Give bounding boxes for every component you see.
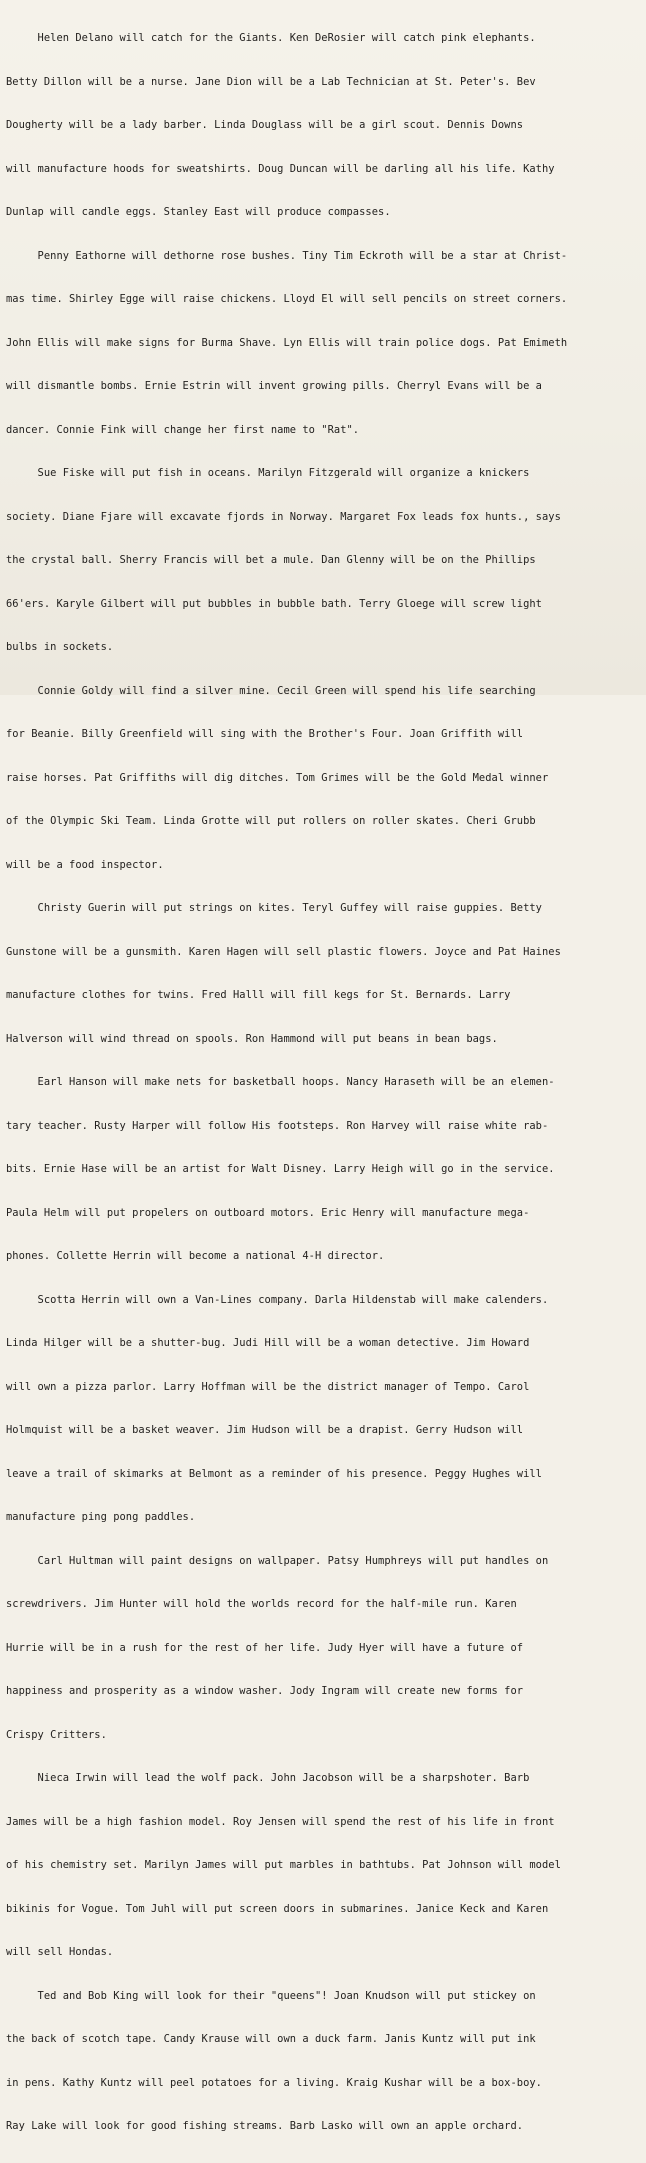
text-line: Gunstone will be a gunsmith. Karen Hagen will sell plastic flowers. Joyce and Pat Haines: [6, 945, 561, 958]
text-line: dancer. Connie Fink will change her first name to "Rat".: [6, 423, 360, 436]
text-line: raise horses. Pat Griffiths will dig ditches. Tom Grimes will be the Gold Medal winner: [6, 771, 549, 784]
text-line: tary teacher. Rusty Harper will follow His footsteps. Ron Harvey will raise white rab-: [6, 1119, 549, 1132]
text-line: Halverson will wind thread on spools. Ron Hammond will put beans in bean bags.: [6, 1032, 498, 1045]
text-line: Linda Hilger will be a shutter-bug. Judi Hill will be a woman detective. Jim Howard: [6, 1337, 530, 1349]
text-line: mas time. Shirley Egge will raise chickens. Lloyd El will sell pencils on street corners.: [6, 293, 568, 305]
text-line: Nieca Irwin will lead the wolf pack. John Jacobson will be a sharpshoter. Barb: [6, 1772, 530, 1784]
text-line: Hurrie will be in a rush for the rest of her life. Judy Hyer will have a future of: [6, 1641, 524, 1654]
text-line: in pens. Kathy Kuntz will peel potatoes for a living. Kraig Kushar will be a box-boy.: [6, 2076, 542, 2089]
text-line: leave a trail of skimarks at Belmont as a reminder of his presence. Peggy Hughes will: [6, 1467, 542, 1480]
text-line: Penny Eathorne will dethorne rose bushes. Tiny Tim Eckroth will be a star at Christ-: [6, 249, 568, 262]
text-line: bikinis for Vogue. Tom Juhl will put screen doors in submarines. Janice Keck and Karen: [6, 1902, 549, 1915]
text-line: manufacture ping pong paddles.: [6, 1511, 196, 1523]
text-line: the back of scotch tape. Candy Krause will own a duck farm. Janis Kuntz will put ink: [6, 2033, 536, 2045]
text-line: bits. Ernie Hase will be an artist for Walt Disney. Larry Heigh will go in the service.: [6, 1163, 555, 1175]
text-line: Dougherty will be a lady barber. Linda Douglass will be a girl scout. Dennis Downs: [6, 119, 524, 131]
text-line: Helen Delano will catch for the Giants. Ken DeRosier will catch pink elephants.: [6, 32, 536, 44]
text-line: Ted and Bob King will look for their "queens"! Joan Knudson will put stickey on: [6, 1989, 536, 2002]
text-line: happiness and prosperity as a window washer. Jody Ingram will create new forms for: [6, 1685, 524, 1697]
text-line: society. Diane Fjare will excavate fjords in Norway. Margaret Fox leads fox hunts., says: [6, 510, 561, 523]
text-line: of the Olympic Ski Team. Linda Grotte will put rollers on roller skates. Cheri Grubb: [6, 815, 536, 827]
text-line: will dismantle bombs. Ernie Estrin will invent growing pills. Cherryl Evans will be a: [6, 380, 542, 392]
text-line: screwdrivers. Jim Hunter will hold the worlds record for the half-mile run. Karen: [6, 1598, 517, 1610]
text-line: Betty Dillon will be a nurse. Jane Dion will be a Lab Technician at St. Peter's. Bev: [6, 75, 536, 88]
text-line: bulbs in sockets.: [6, 641, 114, 653]
text-line: Scotta Herrin will own a Van-Lines company. Darla Hildenstab will make calenders.: [6, 1293, 549, 1306]
text-line: for Beanie. Billy Greenfield will sing with the Brother's Four. Joan Griffith will: [6, 728, 524, 740]
text-line: Earl Hanson will make nets for basketball hoops. Nancy Haraseth will be an elemen-: [6, 1076, 555, 1088]
text-line: Crispy Critters.: [6, 1728, 107, 1741]
text-line: will sell Hondas.: [6, 1946, 114, 1958]
text-line: James will be a high fashion model. Roy Jensen will spend the rest of his life in front: [6, 1815, 555, 1828]
text-line: Holmquist will be a basket weaver. Jim Hudson will be a drapist. Gerry Hudson will: [6, 1424, 524, 1436]
text-line: Christy Guerin will put strings on kites. Teryl Guffey will raise guppies. Betty: [6, 902, 542, 914]
text-line: Paula Helm will put propelers on outboard motors. Eric Henry will manufacture mega-: [6, 1206, 530, 1219]
text-line: Connie Goldy will find a silver mine. Cecil Green will spend his life searching: [6, 684, 536, 697]
document-text: [6, 2, 642, 2163]
text-line: the crystal ball. Sherry Francis will bet a mule. Dan Glenny will be on the Phillips: [6, 554, 536, 566]
text-line: Ray Lake will look for good fishing streams. Barb Lasko will own an apple orchard.: [6, 2120, 524, 2132]
text-line: John Ellis will make signs for Burma Shave. Lyn Ellis will train police dogs. Pat Emimeth: [6, 336, 568, 349]
text-line: will manufacture hoods for sweatshirts. Doug Duncan will be darling all his life. Kathy: [6, 162, 555, 175]
text-line: 66'ers. Karyle Gilbert will put bubbles in bubble bath. Terry Gloege will screw light: [6, 597, 542, 610]
text-line: Carl Hultman will paint designs on wallpaper. Patsy Humphreys will put handles on: [6, 1554, 549, 1567]
text-line: manufacture clothes for twins. Fred Halll will fill kegs for St. Bernards. Larry: [6, 989, 511, 1001]
text-line: phones. Collette Herrin will become a national 4-H director.: [6, 1250, 385, 1262]
text-line: will be a food inspector.: [6, 858, 164, 871]
text-line: Dunlap will candle eggs. Stanley East will produce compasses.: [6, 206, 391, 218]
text-line: Sue Fiske will put fish in oceans. Marilyn Fitzgerald will organize a knickers: [6, 467, 530, 479]
text-line: of his chemistry set. Marilyn James will put marbles in bathtubs. Pat Johnson will model: [6, 1859, 561, 1871]
text-line: will own a pizza parlor. Larry Hoffman will be the district manager of Tempo. Carol: [6, 1380, 530, 1393]
